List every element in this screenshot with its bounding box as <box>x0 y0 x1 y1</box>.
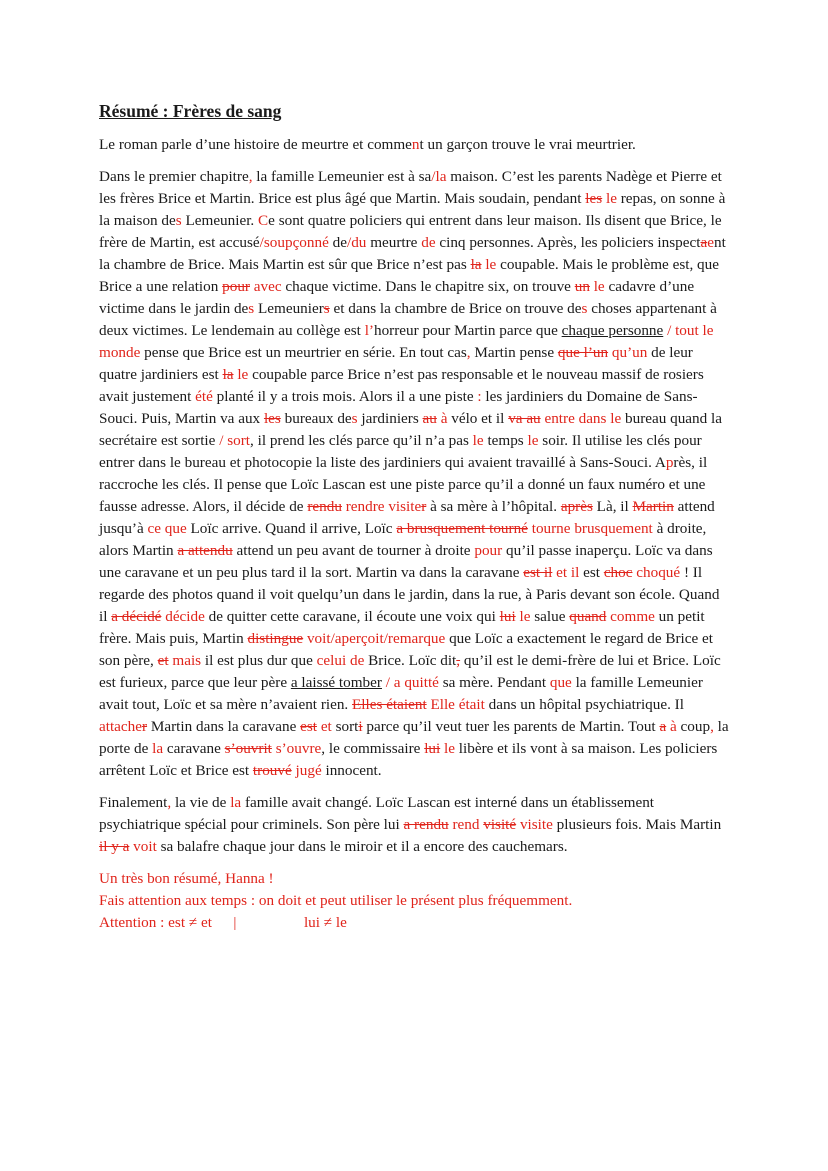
correction-text: s <box>175 212 182 229</box>
correction-text: le <box>527 432 539 449</box>
correction-text: ce que <box>147 520 187 537</box>
body-text: de <box>328 234 347 251</box>
body-text: Lemeunier <box>254 300 324 317</box>
strikethrough-text: que l’un <box>557 344 609 361</box>
body-text: la vie de <box>171 794 231 811</box>
strikethrough-text: la <box>222 366 234 383</box>
correction-text: jugé <box>295 762 322 779</box>
strikethrough-text: la <box>470 256 482 273</box>
body-text: chaque victime. Dans le chapitre six, on trouve <box>281 278 575 295</box>
correction-text: mais <box>172 652 202 669</box>
correction-text: s <box>581 300 588 317</box>
body-text: attend un peu avant de tourner à droite <box>232 542 475 559</box>
body-text: horreur pour Martin parce que <box>373 322 562 339</box>
strikethrough-text: trouvé <box>252 762 292 779</box>
body-text: sa balafre chaque jour dans le miroir et il a encore des cauchemars. <box>156 838 568 855</box>
correction-text: : <box>477 388 482 405</box>
body-text: ! Il regarde des photos quand il voit quelqu’un dans le jardin, dans la rue, à Paris devant son école. Quand il <box>99 564 720 625</box>
body-text: attend jusqu’à <box>99 498 715 537</box>
body-text: pense que Brice est un meurtrier en série. En tout cas <box>140 344 467 361</box>
correction-text: pour <box>474 542 503 559</box>
correction-text: avec <box>253 278 282 295</box>
strikethrough-text: au <box>422 410 437 427</box>
conclusion-paragraph <box>99 792 731 858</box>
strikethrough-text: choc <box>603 564 633 581</box>
body-text: de quitter cette caravane, il écoute une voix qui <box>204 608 500 625</box>
intro-paragraph: Le roman parle d’une histoire de meurtre et comment un garçon trouve le vrai meurtrier. <box>99 136 636 153</box>
correction-text: e <box>707 234 714 251</box>
body-text: Martin pense <box>470 344 558 361</box>
body-text: les jardiniers du Domaine de Sans-Souci. Puis, Martin va aux <box>99 388 698 427</box>
correction-text: / tout le monde <box>99 322 714 361</box>
body-text: Finalement <box>99 794 168 811</box>
correction-text: voit <box>133 838 157 855</box>
strikethrough-text: a rendu <box>403 816 449 833</box>
feedback-attention-est-et: Attention : est ≠ et <box>99 914 212 931</box>
strikethrough-text: les <box>263 410 281 427</box>
body-text: choses appartenant à deux victimes. Le lendemain au collège est <box>99 300 717 339</box>
strikethrough-text: il y a <box>99 838 130 855</box>
body-text: Dans le premier chapitre <box>99 168 249 185</box>
correction-text: p <box>665 454 674 471</box>
body-text: de leur quatre jardiniers est <box>99 344 693 383</box>
correction-text: et il <box>556 564 580 581</box>
body-text: , le commissaire <box>321 740 425 757</box>
feedback-attention-lui-le: lui ≠ le <box>303 914 347 931</box>
body-text: Brice. Loïc dit <box>364 652 457 669</box>
strikethrough-text: r <box>421 498 427 515</box>
correction-text: s’ouvre <box>275 740 322 757</box>
correction-text: , <box>710 718 714 735</box>
correction-text: s <box>351 410 358 427</box>
body-text: qu’il est le demi-frère de lui et Brice. Loïc est furieux, parce que leur père <box>99 652 721 691</box>
correction-text: Elle était <box>430 696 485 713</box>
body-text: e sont quatre policiers qui entrent dans leur maison. Ils disent que Brice, le frère de Martin, est accusé <box>99 212 722 251</box>
body-text: Martin dans la caravane <box>147 718 301 735</box>
body-text: bureau quand la secrétaire est sortie <box>99 410 722 449</box>
correction-text: s <box>248 300 255 317</box>
strikethrough-text: s <box>323 300 330 317</box>
body-text: , il prend les clés parce qu’il n’a pas <box>250 432 473 449</box>
strikethrough-text: a <box>659 718 667 735</box>
correction-text: visite <box>519 816 553 833</box>
teacher-feedback <box>99 868 731 934</box>
correction-text: /la <box>431 168 447 185</box>
correction-text: / sort <box>219 432 250 449</box>
body-text: nt la chambre de Brice. Mais Martin est sûr que Brice n’est pas <box>99 234 726 273</box>
document-title: Résumé : Frères de sang <box>99 101 282 121</box>
strikethrough-text: distingue <box>247 630 304 647</box>
body-text: coup <box>676 718 711 735</box>
correction-text: à <box>669 718 677 735</box>
correction-text: /soupçonné <box>259 234 329 251</box>
summary-paragraph <box>99 166 731 782</box>
body-text: à sa mère à l’hôpital. <box>426 498 561 515</box>
body-text: sa mère. Pendant <box>438 674 550 691</box>
body-text: repas, on sonne à la maison de <box>99 190 726 229</box>
correction-text: été <box>195 388 213 405</box>
body-text: un petit frère. Mais puis, Martin <box>99 608 705 647</box>
body-text: est <box>579 564 604 581</box>
body-text: que Loïc a exactement le regard de Brice et son père, <box>99 630 714 669</box>
feedback-separator: | <box>233 914 237 931</box>
correction-text: le <box>519 608 531 625</box>
strikethrough-text: a attendu <box>177 542 233 559</box>
body-text: coupable. Mais le problème est, que Brice a une relation <box>99 256 719 295</box>
strikethrough-text: a brusquement tourné <box>396 520 528 537</box>
correction-text: la <box>230 794 242 811</box>
correction-text: entre dans le <box>544 410 622 427</box>
body-text: cinq personnes. Après, les policiers inspect <box>435 234 701 251</box>
correction-text: qu’un <box>611 344 648 361</box>
strikethrough-text: va au <box>508 410 541 427</box>
correction-text: le <box>444 740 455 757</box>
correction-text: tourne brusquement <box>531 520 653 537</box>
strikethrough-text: , <box>456 652 461 669</box>
correction-text: choqué <box>636 564 681 581</box>
correction-text: que <box>549 674 572 691</box>
feedback-line-tenses: Fais attention aux temps : on doit et peut utiliser le présent plus fréquemment. <box>99 892 573 909</box>
correction-text: l’ <box>364 322 374 339</box>
correction-text: et <box>320 718 332 735</box>
body-text: Là, il <box>592 498 633 515</box>
body-text: sort <box>331 718 359 735</box>
correction-text: , <box>248 168 253 185</box>
underlined-text: chaque personne <box>561 322 664 339</box>
body-text: Loïc arrive. Quand il arrive, Loïc <box>186 520 397 537</box>
body-text: caravane <box>163 740 225 757</box>
correction-text: /du <box>346 234 367 251</box>
body-text: vélo et il <box>447 410 509 427</box>
strikethrough-text: un <box>574 278 590 295</box>
correction-text: / a quitté <box>385 674 439 691</box>
strikethrough-text: visité <box>483 816 517 833</box>
strikethrough-text: a décidé <box>111 608 162 625</box>
correction-text: rendre visite <box>345 498 422 515</box>
correction-text: C <box>258 212 269 229</box>
correction-text: comme <box>610 608 655 625</box>
body-text: salue <box>530 608 570 625</box>
body-text: parce qu’il veut tuer les parents de Martin. Tout <box>362 718 660 735</box>
body-text: temps <box>483 432 528 449</box>
strikethrough-text: r <box>142 718 148 735</box>
body-text: la famille Lemeunier avait tout, Loïc et sa mère n’avaient rien. <box>99 674 703 713</box>
strikethrough-text: a <box>700 234 708 251</box>
body-text: à droite, alors Martin <box>99 520 707 559</box>
strikethrough-text: Martin <box>632 498 674 515</box>
body-text: coupable parce Brice n’est pas responsable et le nouveau massif de rosiers avait justement <box>99 366 704 405</box>
correction-text: voit/aperçoit/remarque <box>306 630 446 647</box>
strikethrough-text: lui <box>499 608 516 625</box>
strikethrough-text: s’ouvrit <box>224 740 272 757</box>
correction-text: le <box>472 432 484 449</box>
correction-text: , <box>466 344 471 361</box>
underlined-text: a laissé tomber <box>290 674 382 691</box>
correction-text: celui de <box>316 652 365 669</box>
strikethrough-text: pour <box>222 278 250 295</box>
body-text: rès, il raccroche les clés. Il pense que Loïc Lascan est une piste parce qu’il a donné un faux numéro et une fausse adresse. Alors, il décide de <box>99 454 708 515</box>
body-text: bureaux de <box>280 410 352 427</box>
body-text: la famille Lemeunier est à sa <box>252 168 432 185</box>
body-text: planté il y a trois mois. Alors il a une piste <box>212 388 478 405</box>
correction-text: , <box>167 794 172 811</box>
correction-text: rend <box>452 816 480 833</box>
body-text: Lemeunier. <box>181 212 259 229</box>
document-body <box>99 98 731 934</box>
strikethrough-text: rendu <box>307 498 342 515</box>
body-text: maison. C’est les parents Nadège et Pierre et les frères Brice et Martin. Brice est plus âgé que Martin. Mais soudain, pendant <box>99 168 722 207</box>
body-text: plusieurs fois. Mais Martin <box>552 816 722 833</box>
feedback-line-attention <box>99 912 731 934</box>
strikethrough-text: quand <box>569 608 607 625</box>
strikethrough-text: lui <box>424 740 441 757</box>
correction-text: la <box>152 740 164 757</box>
body-text: la porte de <box>99 718 729 757</box>
body-text: famille avait changé. Loïc Lascan est interné dans un établissement psychiatrique spécial pour criminels. Son père lui <box>99 794 655 833</box>
strikethrough-text: après <box>560 498 593 515</box>
correction-text: le <box>485 256 497 273</box>
correction-text: le <box>593 278 605 295</box>
strikethrough-text: les <box>585 190 603 207</box>
body-text: qu’il passe inaperçu. Loïc va dans une caravane et un peu plus tard il la sort. Martin va dans la caravane <box>99 542 713 581</box>
correction-text: de <box>421 234 436 251</box>
body-text: cadavre d’une victime dans le jardin de <box>99 278 695 317</box>
body-text: innocent. <box>321 762 382 779</box>
body-text: libère et ils vont à sa maison. Les policiers arrêtent Loïc et Brice est <box>99 740 718 779</box>
strikethrough-text: Elles étaient <box>352 696 427 713</box>
correction-text: à <box>440 410 448 427</box>
strikethrough-text: est <box>300 718 318 735</box>
feedback-line-praise: Un très bon résumé, Hanna ! <box>99 870 274 887</box>
body-text: dans un hôpital psychiatrique. Il <box>484 696 684 713</box>
body-text: jardiniers <box>357 410 423 427</box>
strikethrough-text: i <box>358 718 363 735</box>
body-text: et dans la chambre de Brice on trouve de <box>329 300 582 317</box>
body-text: meurtre <box>366 234 422 251</box>
strikethrough-text: est il <box>523 564 553 581</box>
body-text: soir. Il utilise les clés pour entrer dans le bureau et photocopie la liste des jardiniers qui avaient travaillé à Sans-Souci. A <box>99 432 702 471</box>
correction-text: le <box>605 190 617 207</box>
correction-text: le <box>237 366 249 383</box>
body-text: il est plus dur que <box>201 652 317 669</box>
correction-text: décide <box>165 608 205 625</box>
strikethrough-text: et <box>157 652 169 669</box>
correction-text: attache <box>99 718 142 735</box>
